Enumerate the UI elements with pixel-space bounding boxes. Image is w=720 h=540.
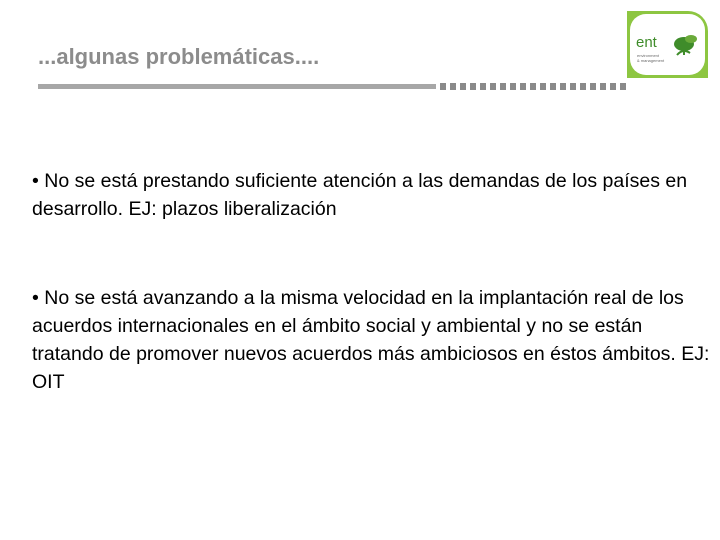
title-underline (38, 84, 436, 89)
logo-wordmark: ent (636, 34, 657, 51)
logo-tagline-2: & management (637, 58, 665, 63)
title-underline-dots (440, 83, 630, 90)
ent-logo (627, 11, 708, 78)
bullet-international-agreements: • No se está avanzando a la misma velocidad en la implantación real de los acuerdos internacionales en el ámbito social y ambiental y no se están tratando de promover nuevos acuerdos más ambiciosos en éstos ámbitos. EJ: OIT (32, 287, 710, 393)
slide-title: ...algunas problemáticas.... (38, 44, 320, 69)
logo-tagline-1: environment (637, 53, 660, 58)
bullet-developing-countries: • No se está prestando suficiente atención a las demandas de los países en desarrollo. EJ: plazos liberalización (32, 170, 688, 220)
